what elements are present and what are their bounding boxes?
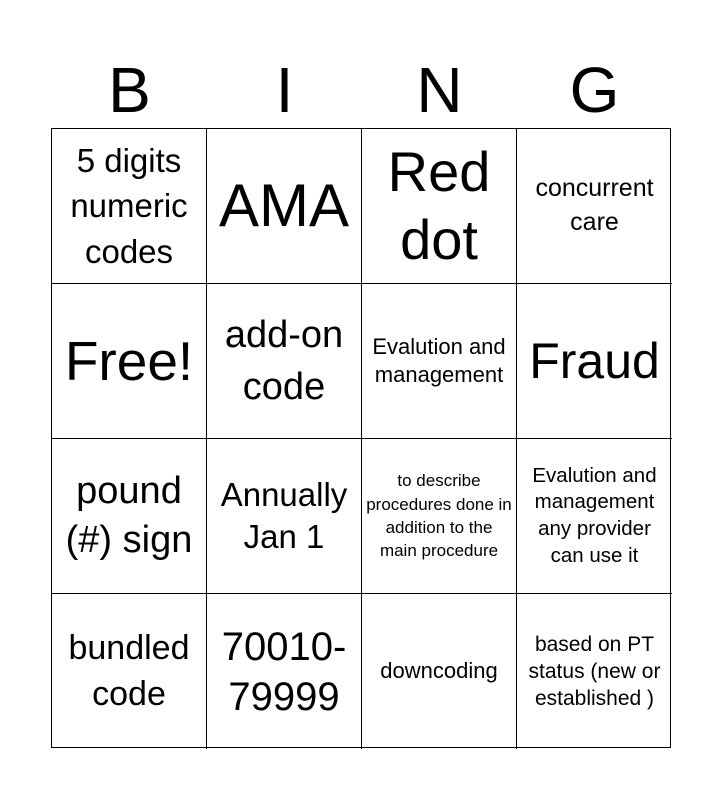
cell-text: Red dot xyxy=(387,139,491,271)
bingo-cell[interactable] xyxy=(52,129,207,284)
cell-text: 5 digits numeric codes xyxy=(70,142,188,270)
cell-text: pound (#) sign xyxy=(65,470,193,561)
cell-text: to describe procedures done in addition to the main procedure xyxy=(366,471,512,561)
bingo-cell[interactable] xyxy=(517,439,672,594)
bingo-cell[interactable] xyxy=(517,594,672,749)
cell-text: based on PT status (new or established ) xyxy=(528,632,661,711)
header-letter-i: I xyxy=(275,54,294,126)
bingo-cell[interactable] xyxy=(362,284,517,439)
bingo-cell[interactable] xyxy=(517,129,672,284)
bingo-cell[interactable] xyxy=(207,284,362,439)
cell-text: Evalution and management xyxy=(372,333,506,387)
bingo-header xyxy=(52,52,672,128)
bingo-cell[interactable] xyxy=(207,594,362,749)
cell-text: add-on code xyxy=(224,313,344,408)
bingo-cell[interactable] xyxy=(362,439,517,594)
free-space-text: Free! xyxy=(64,329,194,392)
cell-text: Annually Jan 1 xyxy=(220,475,348,555)
cell-text: Evalution and management any provider can use it xyxy=(532,463,657,567)
bingo-board xyxy=(51,128,671,748)
bingo-cell[interactable] xyxy=(207,439,362,594)
bingo-cell[interactable] xyxy=(207,129,362,284)
bingo-cell[interactable] xyxy=(362,129,517,284)
cell-text: AMA xyxy=(218,172,350,239)
cell-text: 70010-79999 xyxy=(221,624,347,719)
cell-text: Fraud xyxy=(529,333,660,389)
bingo-cell[interactable] xyxy=(362,594,517,749)
cell-text: concurrent care xyxy=(535,174,654,236)
header-letter-n: N xyxy=(416,54,463,126)
cell-text: bundled code xyxy=(68,628,190,713)
bingo-cell[interactable] xyxy=(52,594,207,749)
bingo-cell[interactable] xyxy=(52,439,207,594)
cell-text: downcoding xyxy=(380,658,498,684)
header-letter-g: G xyxy=(569,54,620,126)
header-letter-b: B xyxy=(108,54,151,126)
bingo-cell[interactable] xyxy=(517,284,672,439)
bingo-cell free-space[interactable] xyxy=(52,284,207,439)
